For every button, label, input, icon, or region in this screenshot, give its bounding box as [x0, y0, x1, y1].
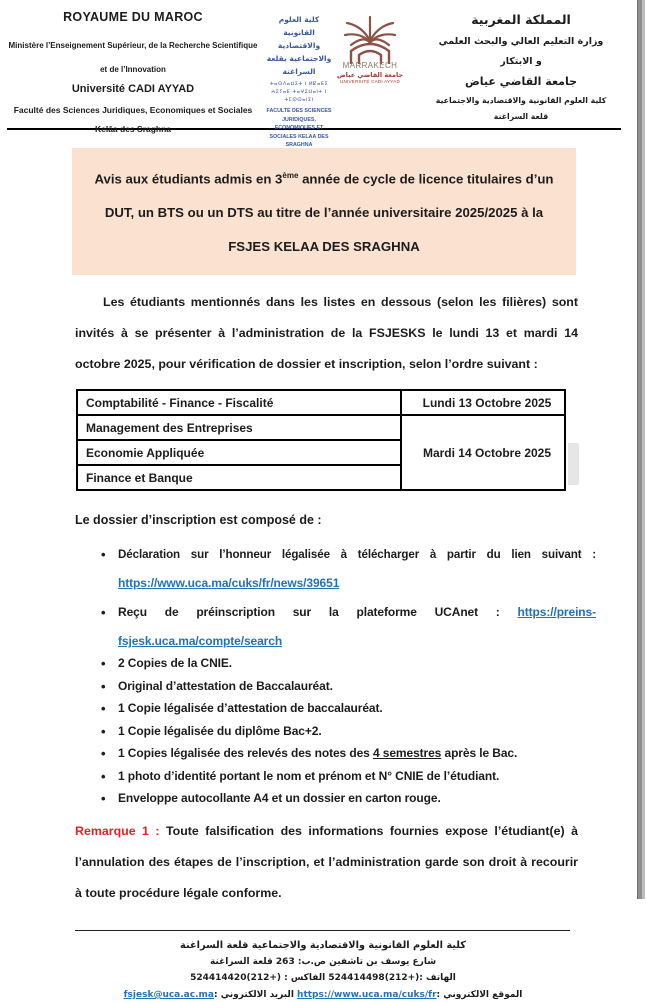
kingdom-title: ROYAUME DU MAROC: [63, 10, 203, 24]
remark-paragraph: [75, 816, 578, 909]
program-cell: Management des Entreprises: [77, 415, 401, 440]
table-row: [77, 415, 565, 440]
logo-french-name: FACULTE DES SCIENCES JURIDIQUES, ECONOMIQUES ET SOCIALES KELAA DES SRAGHNA: [266, 108, 332, 148]
faculty-name: Faculté des Sciences Juridiques, Economiques et Sociales: [13, 105, 253, 115]
footer-web-line: [0, 987, 646, 1003]
logo-arabic-name: كلية العلوم القانونية والاقتصادية والاجتماعية بقلعة السراغنة: [266, 15, 332, 76]
list-item: • 2 Copies de la CNIE.: [100, 656, 596, 672]
logo-tifinagh-name: ⵜⴰⵙⴷⴰⵡⵉⵜ ⵏ ⵍⵇⴰⴹⵉ ⵄⵉⵢⴰⴹ ⵜⴰⵖⵉⵡⴰⵏⵜ ⵏ ⵜⵎⵙⵙⴰⵏⵉⵏ: [269, 81, 329, 103]
preinscription-link[interactable]: https://preins-fsjesk.uca.ma/compte/search: [118, 605, 596, 649]
title-text-post: année de cycle de licence titulaires d’un DUT, un BTS ou un DTS au titre de l’année universitaire 2025/2025 à la FSJES KELAA DES SRAGHNA: [104, 171, 554, 255]
title-text-pre: Avis aux étudiants admis en 3: [94, 171, 283, 187]
list-item: • Original d’attestation de Baccalauréat.: [100, 679, 596, 695]
palm-arch-icon: [337, 13, 403, 65]
list-item: [100, 746, 596, 762]
list-item-text: Reçu de préinscription sur la plateforme UCAnet :: [118, 605, 500, 620]
list-item: • 1 Copie légalisée d’attestation de baccalauréat.: [100, 701, 596, 717]
list-item: • 1 Copie légalisée du diplôme Bac+2.: [100, 724, 596, 740]
website-link[interactable]: https://www.uca.ma/cuks/fr: [297, 989, 437, 1000]
footer-phone-line: الهاتف :(+212)524414498 الفاكس : (+212)524414420: [190, 973, 456, 984]
faculty-city: Kelâa des Sraghna: [94, 124, 172, 134]
logo-text-block: [264, 13, 334, 148]
program-cell: Finance et Banque: [77, 465, 401, 490]
schedule-table: [76, 389, 566, 491]
ministry-arabic-line2: و الابتكار: [500, 56, 542, 67]
underlined-text: 4 semestres: [372, 746, 442, 761]
dossier-heading: Le dossier d’inscription est composé de :: [75, 513, 322, 528]
program-cell: Economie Appliquée: [77, 440, 401, 465]
intro-paragraph: Les étudiants mentionnés dans les listes en dessous (selon les filières) sont invités à se présenter à l’administration de la FSJESKS le lundi 13 et mardi 14 octobre 2025, pour vérification de dossier et inscription, selon l’ordre suivant :: [75, 295, 578, 372]
email-link[interactable]: fsjesk@uca.ac.ma: [123, 989, 214, 1000]
faculty-arabic: كلية العلوم القانونية والاقتصادية والاجتماعية: [435, 96, 607, 105]
university-name: Université CADI AYYAD: [71, 83, 195, 95]
list-item: [100, 598, 596, 656]
list-item: • Enveloppe autocollante A4 et un dossier en carton rouge.: [100, 791, 596, 807]
footer-address-line: شارع يوسف بن تاشفين ص.ب: 263 قلعة السراغنة: [209, 956, 437, 967]
dossier-list: [100, 540, 596, 807]
city-arabic: قلعة السراغنة: [493, 112, 549, 121]
schedule-table-wrap: [76, 389, 566, 491]
footer-divider: [75, 930, 570, 931]
list-item-text: • Déclaration sur l’honneur légalisée à télécharger à partir du lien suivant :: [118, 548, 596, 562]
list-item: [100, 540, 596, 598]
list-item: • 1 photo d’identité portant le nom et prénom et N° CNIE de l’étudiant.: [100, 769, 596, 785]
faculty-logo: [264, 13, 406, 148]
remark-label: Remarque 1 :: [75, 823, 160, 838]
footer-faculty-line: كلية العلوم القانونية والاقتصادية والاجتماعية قلعة السراغنة: [180, 939, 466, 951]
date-cell-merged: Mardi 14 Octobre 2025: [401, 415, 565, 490]
window-right-edge: [637, 0, 645, 899]
logo-city-label: MARRAKECH: [342, 61, 398, 70]
remark-text: Toute falsification des informations fournies expose l’étudiant(e) à l’annulation des étapes de l’inscription, et l’administration garde son droit à recourir à toute procédure légale conforme.: [75, 823, 578, 900]
list-item-text: après le Bac.: [441, 746, 518, 761]
list-item-text: 1 Copies légalisée des relevés des notes des: [118, 746, 373, 761]
title-superscript: ème: [282, 171, 299, 180]
university-arabic: جامعة القاضي عياض: [464, 75, 578, 88]
header-french-block: [8, 8, 258, 134]
logo-mark-block: [334, 13, 406, 118]
table-shadow-artifact: [568, 443, 579, 485]
notice-title: [72, 148, 576, 275]
kingdom-title-arabic: المملكة المغربية: [471, 12, 571, 27]
website-label: الموقع الالكتروني :: [436, 989, 523, 1000]
email-label: البريد الالكتروني :: [213, 989, 298, 1000]
date-cell: Lundi 13 Octobre 2025: [401, 390, 565, 415]
program-cell: Comptabilité - Finance - Fiscalité: [77, 390, 401, 415]
declaration-link[interactable]: https://www.uca.ma/cuks/fr/news/39651: [118, 576, 340, 591]
logo-university-french: UNIVERSITÉ CADI AYYAD: [340, 79, 400, 84]
header-arabic-block: [412, 8, 630, 121]
ministry-line: Ministère l’Enseignement Supérieur, de la Recherche Scientifique et de l’Innovation: [8, 41, 258, 74]
ministry-arabic-line1: وزارة التعليم العالي والبحث العلمي: [438, 36, 604, 47]
document-footer: [0, 938, 646, 1003]
document-header: [0, 0, 646, 148]
table-row: [77, 390, 565, 415]
logo-university-arabic: جامعة القاضي عياض: [336, 71, 404, 79]
